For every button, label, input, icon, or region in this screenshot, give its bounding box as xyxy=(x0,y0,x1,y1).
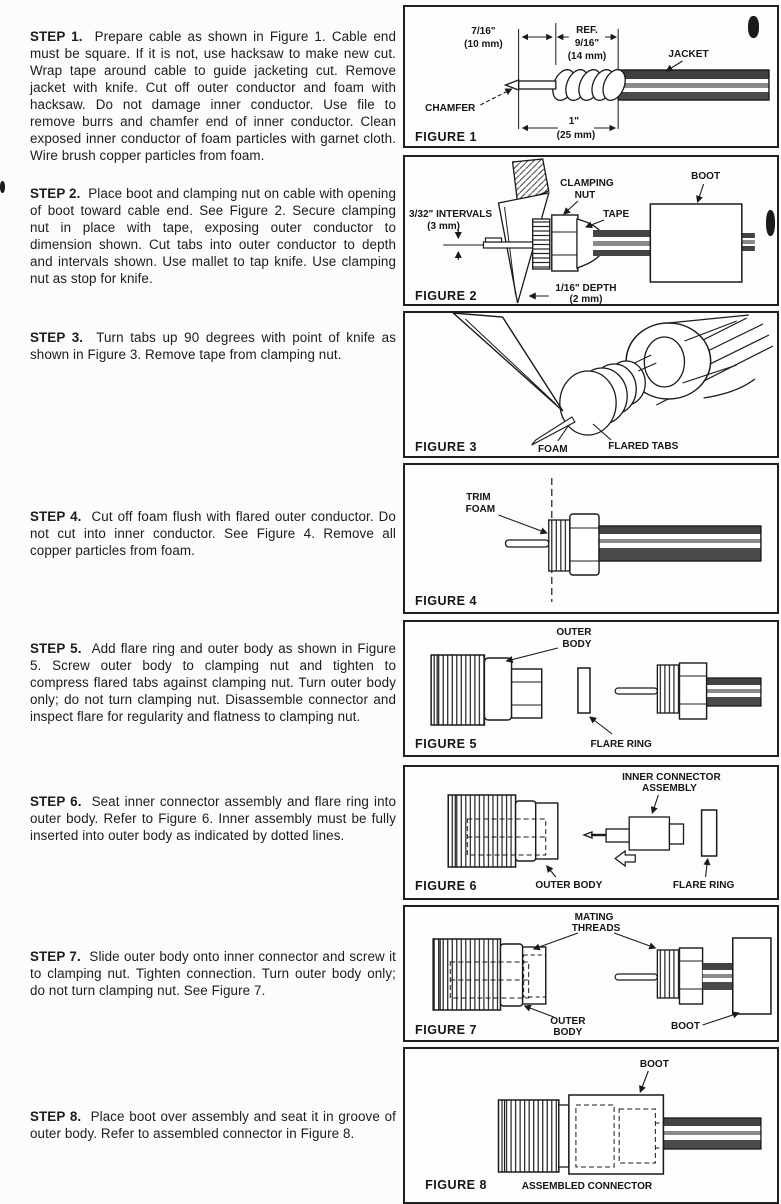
trim-foam-label: FOAM xyxy=(465,504,496,515)
flared-tabs-label: FLARED TABS xyxy=(608,441,679,452)
dim-7-16-label: 7/16" xyxy=(471,26,496,37)
figure-caption: FIGURE 3 xyxy=(415,440,477,454)
cable xyxy=(663,1118,761,1149)
figure-8-drawing xyxy=(405,1049,777,1202)
figure-6-panel xyxy=(403,765,779,900)
scan-smudge xyxy=(766,210,775,236)
step-3-label: STEP 3. xyxy=(30,330,84,345)
inner-conductor xyxy=(506,80,556,90)
figure-7-drawing xyxy=(405,907,777,1040)
tape-label: TAPE xyxy=(603,209,630,220)
outer-body xyxy=(433,939,546,1010)
boot-over-assembly xyxy=(569,1095,664,1174)
cable-assembly xyxy=(615,948,733,1004)
flare-ring-label: FLARE RING xyxy=(672,880,735,891)
assembled-connector-label: ASSEMBLED CONNECTOR xyxy=(521,1181,653,1192)
boot-leader-arrow xyxy=(640,1071,648,1092)
step-8 xyxy=(30,1108,396,1142)
cable xyxy=(599,526,761,561)
figure-caption: FIGURE 5 xyxy=(415,737,477,751)
step-6 xyxy=(30,793,396,844)
body-label: BODY xyxy=(553,1027,583,1038)
figure-8-panel xyxy=(403,1047,779,1204)
clamping-nut-hex xyxy=(552,215,578,271)
step-2-label: STEP 2. xyxy=(30,186,81,201)
flare-ring-label: FLARE RING xyxy=(590,739,652,750)
foam-pin xyxy=(532,417,575,445)
boot xyxy=(733,938,771,1014)
intervals-label: 3/32" INTERVALS xyxy=(409,209,493,220)
figure-5-panel xyxy=(403,620,779,757)
figure-2-panel xyxy=(403,155,779,306)
clamping-nut-threads xyxy=(533,219,550,269)
step-5-label: STEP 5. xyxy=(30,641,82,656)
inner-connector-assembly xyxy=(584,817,684,850)
inner-connector-label: INNER CONNECTOR xyxy=(622,772,721,783)
ref-label: REF. xyxy=(576,25,598,36)
trim-label: TRIM xyxy=(466,492,491,503)
boot-label: BOOT xyxy=(639,1059,669,1070)
figure-5-drawing xyxy=(405,622,777,755)
outer-label: OUTER xyxy=(550,1016,586,1027)
boot-label: BOOT xyxy=(691,171,721,182)
figure-2-drawing xyxy=(405,157,777,304)
dim-14mm-label: (14 mm) xyxy=(567,51,607,62)
flare-ring xyxy=(702,810,717,856)
outer-label: OUTER xyxy=(556,627,592,638)
step-6-text: Seat inner connector assembly and flare ring into outer body. Refer to Figure 6. Inner assembly must be fully inserted into outer body as indicated by dotted lines. xyxy=(30,794,396,843)
step-5-text: Add flare ring and outer body as shown in Figure 5. Screw outer body to clamping nut and tighten to compress flared tabs against clamping nut. Turn outer body only; do not turn clamping nut. Disassemble connector and inspect flare for regularity and flatness to clamping nut. xyxy=(30,641,396,724)
step-1-label: STEP 1. xyxy=(30,29,83,44)
figure-3-drawing xyxy=(405,313,777,456)
jacket-label: JACKET xyxy=(668,49,709,60)
inner-conductor xyxy=(506,540,549,547)
depth-mm-label: (2 mm) xyxy=(569,294,603,304)
assembly-label: ASSEMBLY xyxy=(641,783,697,794)
corrugated-outer-conductor xyxy=(549,66,630,103)
scan-smudge xyxy=(748,16,759,38)
figure-caption: FIGURE 6 xyxy=(415,879,477,893)
boot xyxy=(650,204,741,282)
step-8-label: STEP 8. xyxy=(30,1109,82,1124)
step-7 xyxy=(30,948,396,999)
dim-25mm-label: (25 mm) xyxy=(556,130,596,141)
step-2 xyxy=(30,185,396,287)
figure-caption: FIGURE 7 xyxy=(415,1023,477,1037)
outer-body xyxy=(499,1100,569,1172)
figure-4-panel xyxy=(403,463,779,614)
figure-7-panel xyxy=(403,905,779,1042)
step-7-text: Slide outer body onto inner connector and screw it to clamping nut. Tighten connection. Turn outer body only; do not turn clamping nut. See Figure 7. xyxy=(30,949,396,998)
figure-1-panel xyxy=(403,5,779,148)
chamfer-label: CHAMFER xyxy=(425,103,476,114)
step-3-text: Turn tabs up 90 degrees with point of knife as shown in Figure 3. Remove tape from clamping nut. xyxy=(30,330,396,362)
step-8-text: Place boot over assembly and seat it in groove of outer body. Refer to assembled connector in Figure 8. xyxy=(30,1109,396,1141)
knife xyxy=(453,313,563,411)
flare-ring xyxy=(578,668,590,713)
outer-body xyxy=(448,795,558,867)
step-1-text: Prepare cable as shown in Figure 1. Cable end must be square. If it is not, use hacksaw to make new cut. Wrap tape around cable to guide jacketing cut. Remove jacket with knife. Cut off outer conductor and foam with hacksaw. Do not damage inner conductor. Use file to remove burrs and chamfer end of inner conductor. Clean exposed inner conductor of foam particles with garnet cloth. Wire brush copper particles from foam. xyxy=(30,29,396,163)
step-3 xyxy=(30,329,396,363)
figure-6-drawing xyxy=(405,767,777,898)
intervals-mm-label: (3 mm) xyxy=(427,221,461,232)
step-2-text: Place boot and clamping nut on cable with opening of boot toward cable end. See Figure 2. Secure clamping nut in place with tape, exposing outer conductor to dimension shown. Cut tabs into outer conductor to depth and intervals shown. Use mallet to tap knife. Use clamping nut as stop for knife. xyxy=(30,186,396,286)
step-5 xyxy=(30,640,396,725)
scan-smudge xyxy=(0,181,5,193)
cable-assembly xyxy=(615,663,761,719)
step-6-label: STEP 6. xyxy=(30,794,82,809)
step-4 xyxy=(30,508,396,559)
clamping-label: CLAMPING xyxy=(560,178,614,189)
depth-label: 1/16" DEPTH xyxy=(555,283,617,294)
figure-1-drawing xyxy=(405,7,777,146)
insert-direction-arrow xyxy=(615,851,635,866)
foam-label: FOAM xyxy=(538,444,568,455)
nut-threads xyxy=(549,520,570,571)
step-4-label: STEP 4. xyxy=(30,509,82,524)
body-label: BODY xyxy=(562,639,592,650)
dim-1in-label: 1" xyxy=(568,116,580,127)
figure-3-panel xyxy=(403,311,779,458)
nut-label: NUT xyxy=(574,190,596,201)
dim-9-16-label: 9/16" xyxy=(574,38,600,49)
chamfer-leader-arrow xyxy=(480,89,511,105)
step-1 xyxy=(30,28,396,164)
outer-body xyxy=(431,655,542,725)
boot-label: BOOT xyxy=(671,1021,701,1032)
step-7-label: STEP 7. xyxy=(30,949,81,964)
clamping-nut-hex xyxy=(570,514,599,575)
jacket-cable xyxy=(618,70,769,100)
outer-body-label: OUTER BODY xyxy=(535,880,603,891)
dim-10mm-label: (10 mm) xyxy=(464,39,503,50)
figure-caption: FIGURE 1 xyxy=(415,130,477,144)
step-4-text: Cut off foam flush with flared outer conductor. Do not cut into inner conductor. See Figure 4. Remove all copper particles from foam. xyxy=(30,509,396,558)
threads-label: THREADS xyxy=(571,923,621,934)
figure-4-drawing xyxy=(405,465,777,612)
figure-caption: FIGURE 2 xyxy=(415,289,477,303)
mating-label: MATING xyxy=(574,912,614,923)
figure-caption: FIGURE 8 xyxy=(425,1178,488,1192)
trim-foam-leader-arrow xyxy=(499,515,547,533)
figure-caption: FIGURE 4 xyxy=(415,594,477,608)
